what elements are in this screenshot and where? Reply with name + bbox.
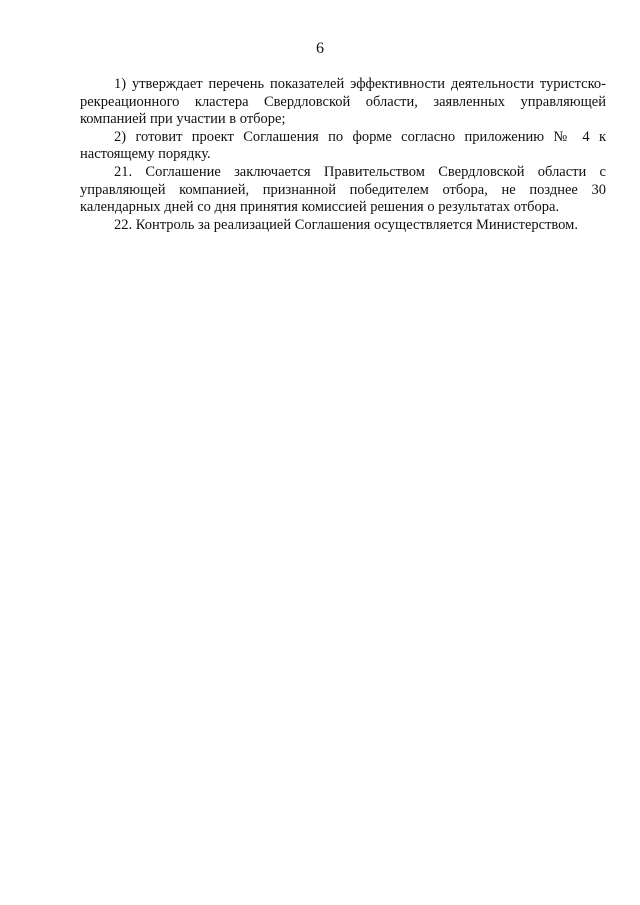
document-body — [80, 76, 606, 234]
paragraph-item-1: 1) утверждает перечень показателей эффективности деятельности туристско-рекреационного кластера Свердловской области, заявленных управляющей компанией при участии в отборе; — [80, 76, 606, 128]
page-number: 6 — [316, 40, 324, 57]
paragraph-21: 21. Соглашение заключается Правительством Свердловской области с управляющей компанией, признанной победителем отбора, не позднее 30 календарных дней со дня принятия комиссией решения о результатах отбора. — [80, 163, 606, 216]
paragraph-item-2: 2) готовит проект Соглашения по форме согласно приложению № 4 к настоящему порядку. — [80, 128, 606, 163]
paragraph-22: 22. Контроль за реализацией Соглашения осуществляется Министерством. — [114, 216, 578, 233]
